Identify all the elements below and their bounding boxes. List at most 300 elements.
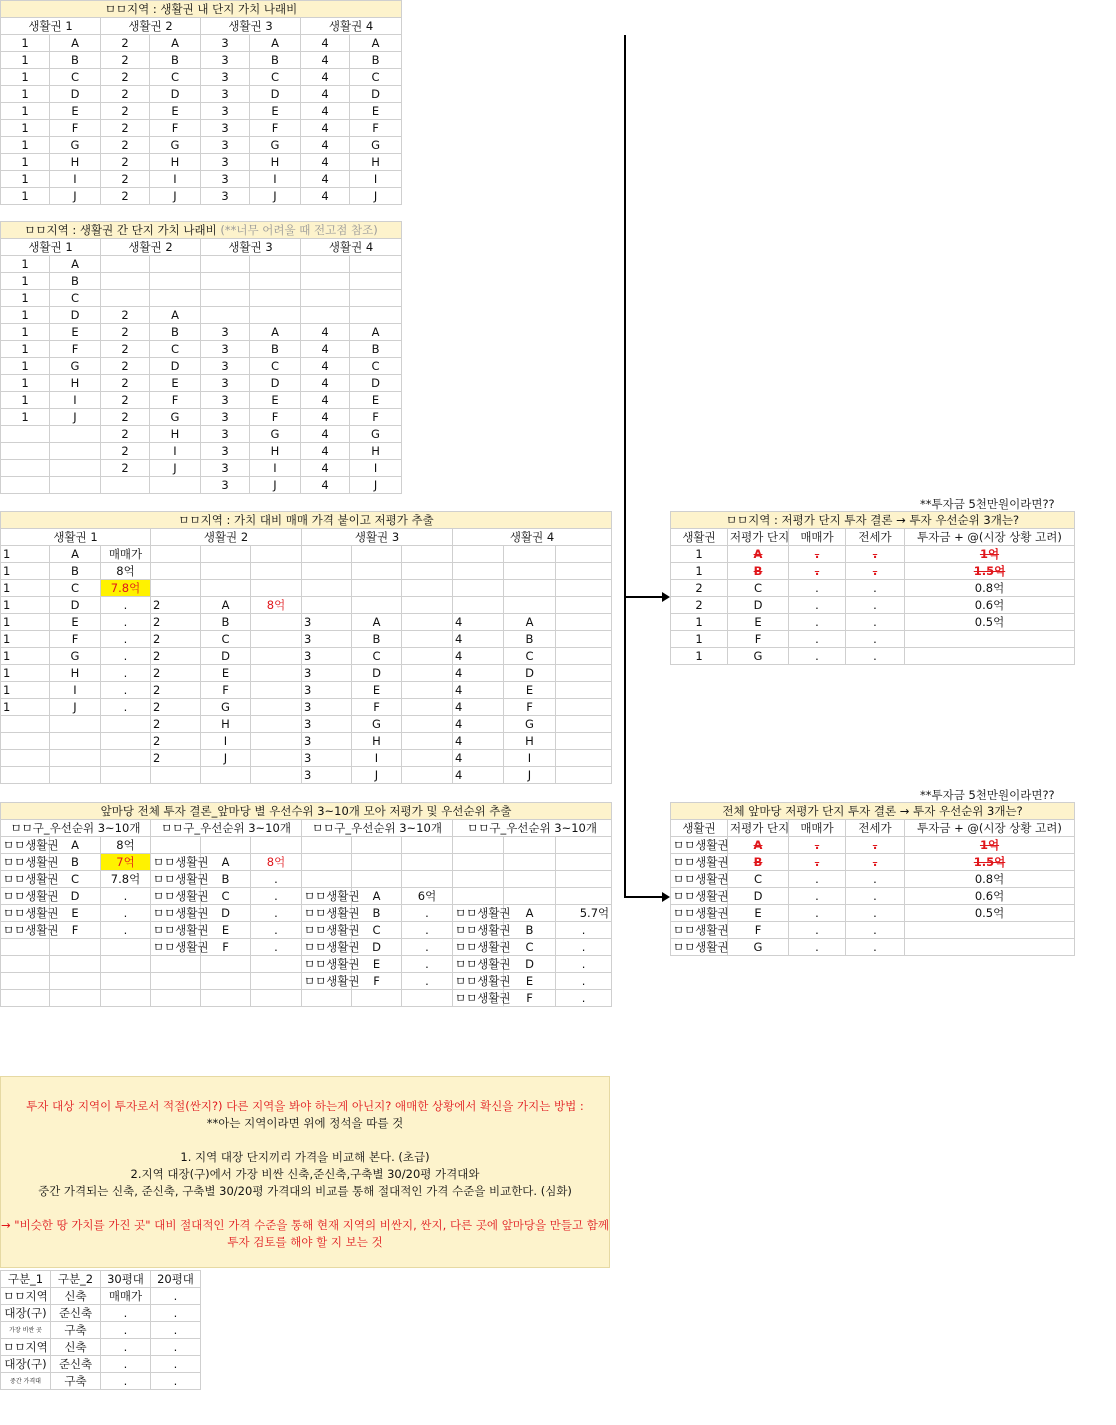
table-cell: 2 (101, 52, 150, 69)
table-cell: 2 (101, 86, 150, 103)
table-cell (101, 767, 151, 784)
table-cell: . (556, 922, 612, 939)
table-cell: 3 (302, 733, 352, 750)
table-cell: 2 (101, 375, 150, 392)
column-header: 매매가 (789, 820, 846, 837)
table-cell: 4 (301, 392, 350, 409)
table-cell (504, 837, 556, 854)
table-cell: 2 (101, 341, 150, 358)
table-cell: I (250, 171, 301, 188)
budget-note: **투자금 5천만원이라면?? (920, 788, 1055, 802)
table-row (1, 614, 612, 631)
table-cell: 0.5억 (905, 905, 1075, 922)
table-cell: ㅁㅁ생활권 (453, 990, 504, 1007)
table-cell: 2 (671, 580, 728, 597)
table-cell: . (789, 854, 846, 871)
table-cell: 1 (1, 699, 50, 716)
table-cell (556, 597, 612, 614)
table-cell: 1 (1, 137, 50, 154)
table-cell (556, 871, 612, 888)
table-cell (556, 631, 612, 648)
table-row (671, 837, 1075, 854)
table-cell: . (789, 871, 846, 888)
table-cell: . (846, 871, 905, 888)
table-cell: E (352, 956, 402, 973)
table-cell: 2 (151, 597, 201, 614)
table-cell: . (789, 597, 846, 614)
table-cell: A (50, 546, 101, 563)
table-cell (251, 631, 302, 648)
table-cell (556, 716, 612, 733)
table-cell (1, 426, 50, 443)
table-cell (101, 290, 150, 307)
table-cell (50, 939, 101, 956)
table-row (1, 477, 402, 494)
table-cell: 4 (301, 120, 350, 137)
table-cell: I (150, 171, 201, 188)
table-cell: . (789, 905, 846, 922)
table-cell: 1억 (905, 837, 1075, 854)
table-cell: 4 (301, 86, 350, 103)
table-row (671, 580, 1075, 597)
table-cell: 4 (301, 375, 350, 392)
table-cell: 4 (453, 733, 504, 750)
table-cell: D (150, 358, 201, 375)
table-cell: 4 (453, 614, 504, 631)
table-cell (251, 580, 302, 597)
table-cell: D (352, 939, 402, 956)
table-cell: . (789, 648, 846, 665)
column-header: 생활권 3 (201, 18, 301, 35)
table-cell (101, 939, 151, 956)
table-cell (301, 290, 350, 307)
table-cell: 3 (201, 392, 250, 409)
table-cell: G (728, 939, 789, 956)
table-cell: 1 (1, 614, 50, 631)
table-row (1, 563, 612, 580)
table-cell (302, 563, 352, 580)
column-header: 생활권 4 (301, 239, 402, 256)
table-cell: ㅁㅁ생활권 (151, 888, 201, 905)
table-cell (556, 733, 612, 750)
table-cell: 3 (302, 750, 352, 767)
price-cell: . (151, 1339, 201, 1356)
table-cell (151, 580, 201, 597)
table-title: ㅁㅁ지역 : 생활권 간 단지 가치 나래비 (**너무 어려울 때 전고점 참조) (1, 222, 402, 239)
table-cell: . (101, 648, 151, 665)
table-row (1, 358, 402, 375)
table-cell: F (50, 922, 101, 939)
table-cell: B (504, 631, 556, 648)
table-cell (556, 888, 612, 905)
table-cell (101, 477, 150, 494)
type-label: 준신축 (51, 1305, 101, 1322)
table-cell (453, 888, 504, 905)
column-header: 생활권 3 (302, 529, 453, 546)
table-cell: 4 (453, 648, 504, 665)
table-cell: 1억 (905, 546, 1075, 563)
table-cell: ㅁㅁ생활권 (1, 837, 50, 854)
table-cell (201, 307, 250, 324)
table-cell (402, 837, 453, 854)
table-cell (402, 597, 453, 614)
table-cell: ㅁㅁ생활권 (151, 854, 201, 871)
table-cell (251, 665, 302, 682)
table-cell (201, 973, 251, 990)
table-cell (905, 648, 1075, 665)
table-cell: 4 (301, 358, 350, 375)
table-cell (301, 273, 350, 290)
table-cell: F (728, 631, 789, 648)
table-cell: 2 (151, 631, 201, 648)
table-cell: J (50, 409, 101, 426)
table-row (1, 137, 402, 154)
table-cell: 2 (151, 716, 201, 733)
table-cell (251, 716, 302, 733)
table-cell: 1 (1, 648, 50, 665)
table-row (1, 699, 612, 716)
table-cell (352, 580, 402, 597)
table-cell: 1 (1, 103, 50, 120)
table-row (1, 52, 402, 69)
table-cell: C (150, 69, 201, 86)
table-cell: G (50, 137, 101, 154)
table-cell (301, 307, 350, 324)
table-cell: A (50, 35, 101, 52)
table-cell: 2 (151, 699, 201, 716)
table-cell: A (352, 614, 402, 631)
table-cell: F (250, 120, 301, 137)
table-cell: A (350, 324, 402, 341)
table-cell (352, 837, 402, 854)
table-row (1, 939, 612, 956)
table-cell: G (352, 716, 402, 733)
table-row (671, 939, 1075, 956)
table-cell: . (101, 922, 151, 939)
table-cell (251, 699, 302, 716)
table-area-investment-conclusion (670, 511, 1075, 665)
table-cell: G (350, 426, 402, 443)
table-cell: 2 (101, 426, 150, 443)
table-cell (150, 290, 201, 307)
table-cell (352, 854, 402, 871)
table-row (1, 120, 402, 137)
table-cell (905, 631, 1075, 648)
table-cell: . (101, 597, 151, 614)
table-cell (556, 614, 612, 631)
table-cell (402, 871, 453, 888)
table-cell: 4 (301, 103, 350, 120)
table-cell (101, 750, 151, 767)
table-cell (251, 750, 302, 767)
table-row (1, 871, 612, 888)
column-header: 전세가 (846, 529, 905, 546)
table-cell: G (201, 699, 251, 716)
table-cell (101, 733, 151, 750)
table-cell: . (789, 631, 846, 648)
table-cell (302, 837, 352, 854)
table-title: ㅁㅁ지역 : 생활권 내 단지 가치 나래비 (1, 1, 402, 18)
table-cell: . (789, 939, 846, 956)
table-cell: 1 (1, 52, 50, 69)
group-label: 대장(구) (1, 1305, 51, 1322)
table-cell: 8억 (101, 837, 151, 854)
table-cell: E (201, 922, 251, 939)
table-cell: 2 (151, 733, 201, 750)
table-cell: F (352, 973, 402, 990)
table-cell: . (846, 922, 905, 939)
table-cell (1, 956, 50, 973)
column-header: 생활권 2 (101, 239, 201, 256)
table-cell (251, 767, 302, 784)
table-cell: B (150, 52, 201, 69)
table-row (1, 273, 402, 290)
table-cell (504, 854, 556, 871)
group-label: ㅁㅁ지역 (1, 1339, 51, 1356)
table-cell (50, 990, 101, 1007)
table-cell: 3 (201, 409, 250, 426)
table-cell (151, 956, 201, 973)
table-cell: F (250, 409, 301, 426)
table-cell (50, 443, 101, 460)
table-cell: 2 (101, 324, 150, 341)
table-cell: 3 (201, 35, 250, 52)
table-cell: A (50, 837, 101, 854)
table-cell: 2 (101, 154, 150, 171)
table-cell: C (728, 871, 789, 888)
table-cell: 2 (101, 69, 150, 86)
note-conclusion: → "비슷한 땅 가치를 가진 곳" 대비 절대적인 가격 수준을 통해 현재 지역의 비싼지, 싼지, 다른 곳에 앞마당을 만들고 함께 (1, 1218, 609, 1232)
table-cell: A (352, 888, 402, 905)
table-cell (251, 546, 302, 563)
table-cell: D (250, 375, 301, 392)
table-cell: I (350, 171, 402, 188)
table-row (1, 580, 612, 597)
table-cell: E (150, 103, 201, 120)
table-cell: J (201, 750, 251, 767)
table-cell (250, 307, 301, 324)
table-cell: . (402, 973, 453, 990)
table-cell: 3 (201, 341, 250, 358)
table-cell: ㅁㅁ생활권 (302, 973, 352, 990)
table-cell: ㅁㅁ생활권 (671, 854, 728, 871)
table-cell: 3 (201, 171, 250, 188)
table-cell (556, 682, 612, 699)
table-cell: 1 (1, 86, 50, 103)
table-cell (151, 973, 201, 990)
table-cell: 1 (1, 409, 50, 426)
table-cell (151, 563, 201, 580)
table-cell: A (728, 837, 789, 854)
table-row (1, 990, 612, 1007)
table-cell: I (50, 392, 101, 409)
table-cell (402, 990, 453, 1007)
table-cell: 2 (151, 750, 201, 767)
table-all-areas-investment-conclusion (670, 802, 1075, 956)
table-cell: 4 (301, 69, 350, 86)
table-cell: 2 (671, 597, 728, 614)
table-cell: F (201, 682, 251, 699)
table-cell: D (728, 888, 789, 905)
table-cell (201, 563, 251, 580)
table-cell: D (350, 86, 402, 103)
table-cell: 1 (1, 188, 50, 205)
table-cell: F (350, 120, 402, 137)
table-cell (251, 733, 302, 750)
table-cell: 1 (1, 631, 50, 648)
table-cell: ㅁㅁ생활권 (671, 888, 728, 905)
table-cell: ㅁㅁ생활권 (1, 905, 50, 922)
table-cell (453, 837, 504, 854)
table-cell: I (504, 750, 556, 767)
table-cell (302, 580, 352, 597)
table-cell (302, 854, 352, 871)
table-cell: B (352, 631, 402, 648)
type-label: 구축 (51, 1373, 101, 1390)
table-row (1, 631, 612, 648)
group-label: ㅁㅁ지역 (1, 1288, 51, 1305)
table-cell: 8억 (251, 854, 302, 871)
table-cell: . (846, 597, 905, 614)
table-cell: ㅁㅁ생활권 (1, 854, 50, 871)
table-cell: 4 (301, 443, 350, 460)
table-cell: . (402, 922, 453, 939)
table-cell: A (50, 256, 101, 273)
table-row (1, 546, 612, 563)
table-cell: E (150, 375, 201, 392)
table-cell: 1 (1, 358, 50, 375)
table-cell: 1 (671, 614, 728, 631)
table-cell: 2 (101, 35, 150, 52)
method-note-box (0, 1076, 610, 1268)
table-cell: 4 (301, 341, 350, 358)
table-cell: I (350, 460, 402, 477)
table-cell (350, 290, 402, 307)
table-cell (101, 973, 151, 990)
table-cell: A (504, 614, 556, 631)
table-cell (50, 426, 101, 443)
table-cell (251, 990, 302, 1007)
table-cell: I (352, 750, 402, 767)
column-header: 구분_2 (51, 1271, 101, 1288)
table-cell: H (250, 154, 301, 171)
table-cell (504, 563, 556, 580)
table-cell: 3 (302, 716, 352, 733)
table-cell: J (50, 188, 101, 205)
table-cell: ㅁㅁ생활권 (151, 871, 201, 888)
table-cell (556, 580, 612, 597)
table-cell: E (504, 973, 556, 990)
table-cell (402, 665, 453, 682)
table-cell: 8억 (101, 563, 151, 580)
column-header: 생활권 4 (301, 18, 402, 35)
table-row (1, 256, 402, 273)
table-cell (150, 273, 201, 290)
table-cell: H (250, 443, 301, 460)
table-cell: D (504, 956, 556, 973)
table-cell: 1 (671, 648, 728, 665)
table-cell: 1 (1, 324, 50, 341)
table-cell (150, 477, 201, 494)
table-cell: 1 (1, 256, 50, 273)
table-cell (402, 699, 453, 716)
table-cell: F (350, 409, 402, 426)
table-cell: ㅁㅁ생활권 (671, 837, 728, 854)
table-cell: B (504, 922, 556, 939)
table-overall-investment-conclusion (0, 802, 612, 1007)
table-cell: J (50, 699, 101, 716)
table-cell: 1 (1, 69, 50, 86)
table-cell (504, 580, 556, 597)
table-cell: H (50, 154, 101, 171)
table-cell (251, 837, 302, 854)
table-cell: G (250, 137, 301, 154)
table-cell: E (350, 392, 402, 409)
table-cell (302, 990, 352, 1007)
table-row (1, 750, 612, 767)
table-cell: 4 (301, 409, 350, 426)
table-cell: E (250, 392, 301, 409)
column-header: 저평가 단지 (728, 529, 789, 546)
table-cell: 2 (101, 307, 150, 324)
table-row (671, 546, 1075, 563)
column-header: 생활권 (671, 820, 728, 837)
table-row (671, 922, 1075, 939)
table-cell: H (150, 426, 201, 443)
table-cell (556, 546, 612, 563)
table-cell: E (50, 614, 101, 631)
table-cell: D (504, 665, 556, 682)
column-header: 생활권 2 (151, 529, 302, 546)
table-cell: C (50, 290, 101, 307)
note-step-2-cont: 중간 가격되는 신축, 준신축, 구축별 30/20평 가격대의 비교를 통해 절대적인 가격 수준을 비교한다. (심화) (38, 1184, 572, 1198)
table-cell: F (201, 939, 251, 956)
table-cell: 4 (301, 35, 350, 52)
table-cell: 3 (302, 682, 352, 699)
table-cell: C (504, 939, 556, 956)
table-cell: F (150, 392, 201, 409)
table-cell: 7억 (101, 854, 151, 871)
table-cell: . (789, 837, 846, 854)
table-cell: G (50, 648, 101, 665)
table-cell: 3 (201, 358, 250, 375)
table-cell: ㅁㅁ생활권 (671, 905, 728, 922)
table-cell: E (201, 665, 251, 682)
table-row (1, 837, 612, 854)
table-row (671, 631, 1075, 648)
table-cell: . (846, 939, 905, 956)
table-cell: . (846, 854, 905, 871)
column-header: 생활권 1 (1, 239, 101, 256)
table-cell: 4 (453, 767, 504, 784)
table-cell: C (504, 648, 556, 665)
table-cell: B (50, 854, 101, 871)
table-cell: 8억 (251, 597, 302, 614)
table-cell: 1 (1, 341, 50, 358)
table-cell (402, 631, 453, 648)
table-cell (301, 256, 350, 273)
table-cell: 4 (453, 665, 504, 682)
table-cell: 1 (1, 171, 50, 188)
table-cell: 7.8억 (101, 580, 151, 597)
table-row (1, 392, 402, 409)
table-cell: D (50, 597, 101, 614)
table-row (1, 171, 402, 188)
table-cell: . (251, 888, 302, 905)
table-cell: B (250, 52, 301, 69)
table-cell: 1 (1, 273, 50, 290)
table-cell (453, 546, 504, 563)
